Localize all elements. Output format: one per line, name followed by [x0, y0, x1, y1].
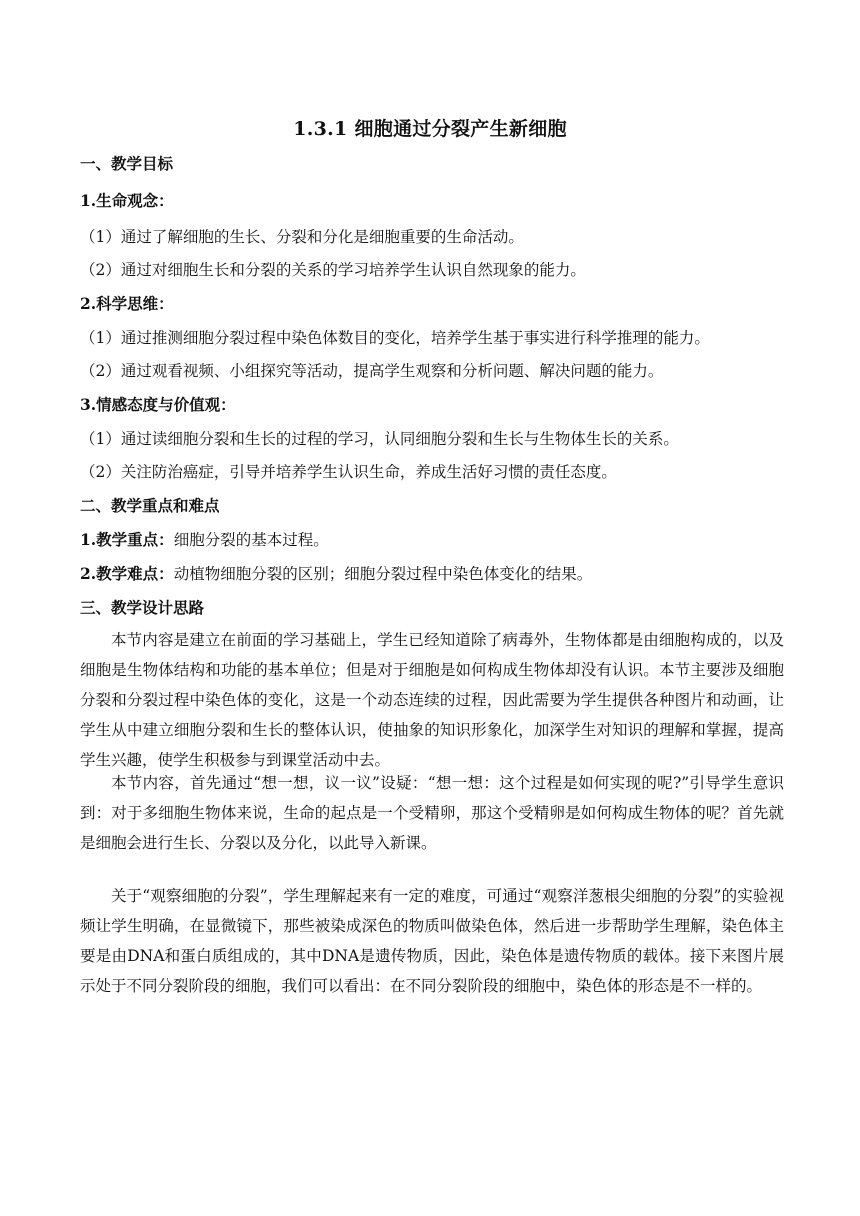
key-point-text: 细胞分裂的基本过程。	[173, 531, 329, 549]
subheading-scientific-thinking: 2.科学思维：	[80, 294, 174, 313]
section-heading-objectives: 一、教学目标	[80, 154, 174, 173]
list-item: （2）关注防治癌症，引导并培养学生认识生命，养成生活好习惯的责任态度。	[80, 463, 617, 481]
section-heading-design: 三、教学设计思路	[80, 598, 205, 617]
list-item: （1）通过了解细胞的生长、分裂和分化是细胞重要的生命活动。	[80, 228, 524, 246]
difficult-point-text: 动植物细胞分裂的区别；细胞分裂过程中染色体变化的结果。	[173, 565, 593, 583]
list-item: （2）通过观看视频、小组探究等活动，提高学生观察和分析问题、解决问题的能力。	[80, 362, 664, 380]
body-paragraph: 本节内容，首先通过“想一想，议一议”设疑：“想一想：这个过程是如何实现的呢?”引导学生意识到：对于多细胞生物体来说，生命的起点是一个受精卵，那这个受精卵是如何构成生物体的呢？首先就是细胞会进行生长、分裂以及分化，以此导入新课。	[80, 774, 784, 852]
list-item: （1）通过推测细胞分裂过程中染色体数目的变化，培养学生基于事实进行科学推理的能力。	[80, 329, 710, 347]
page-title: 1.3.1 细胞通过分裂产生新细胞	[293, 118, 567, 140]
list-item: （1）通过读细胞分裂和生长的过程的学习，认同细胞分裂和生长与生物体生长的关系。	[80, 430, 679, 448]
subheading-attitudes-values: 3.情感态度与价值观：	[80, 395, 236, 414]
subheading-life-concept: 1.生命观念：	[80, 191, 174, 210]
key-point-label: 1.教学重点：	[80, 530, 174, 549]
body-paragraph: 关于“观察细胞的分裂”，学生理解起来有一定的难度，可通过“观察洋葱根尖细胞的分裂”的实验视频让学生明确，在显微镜下，那些被染成深色的物质叫做染色体，然后进一步帮助学生理解，染色体主要是由DNA和蛋白质组成的，其中DNA是遗传物质，因此，染色体是遗传物质的载体。接下来图片展示处于不同分裂阶段的细胞，我们可以看出：在不同分裂阶段的细胞中，染色体的形态是不一样的。	[80, 887, 784, 995]
section-heading-key-points: 二、教学重点和难点	[80, 496, 220, 515]
difficult-point-label: 2.教学难点：	[80, 564, 174, 583]
key-point-line	[80, 528, 785, 550]
body-paragraph: 本节内容是建立在前面的学习基础上，学生已经知道除了病毒外，生物体都是由细胞构成的，以及细胞是生物体结构和功能的基本单位；但是对于细胞是如何构成生物体却没有认识。本节主要涉及细胞分裂和分裂过程中染色体的变化，这是一个动态连续的过程，因此需要为学生提供各种图片和动画，让学生从中建立细胞分裂和生长的整体认识，使抽象的知识形象化，加深学生对知识的理解和掌握，提高学生兴趣，使学生积极参与到课堂活动中去。	[80, 631, 784, 769]
list-item: （2）通过对细胞生长和分裂的关系的学习培养学生认识自然现象的能力。	[80, 261, 586, 279]
difficult-point-line	[80, 562, 785, 584]
